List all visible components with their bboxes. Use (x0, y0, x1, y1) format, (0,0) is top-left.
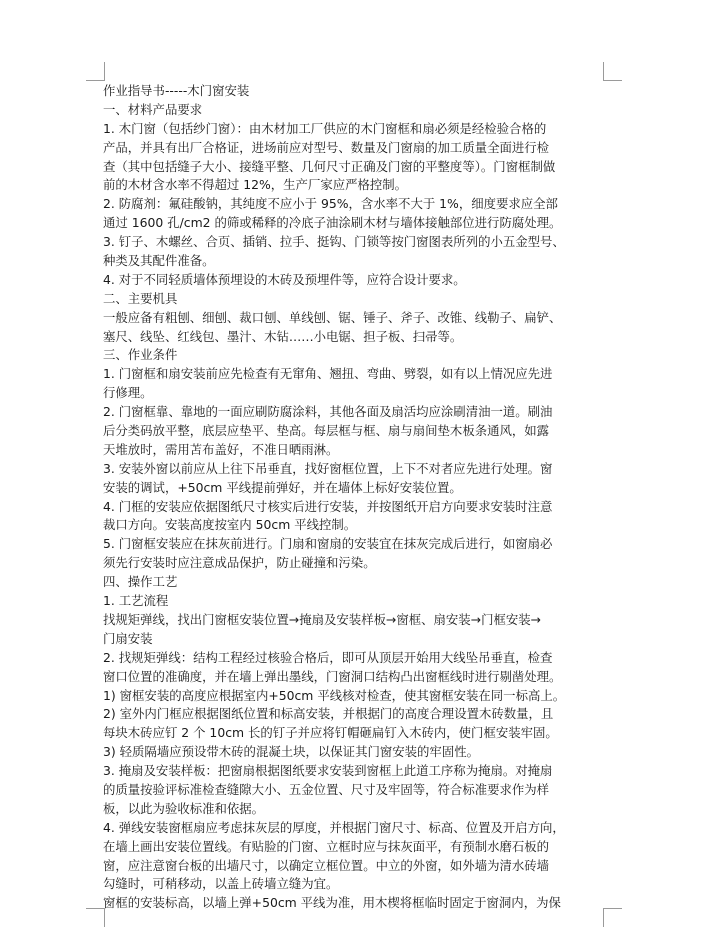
text-line: 一、材料产品要求 (103, 101, 203, 117)
text-line: 找规矩弹线，找出门窗框安装位置→掩扇及安装样板→窗框、扇安装→门框安装→ (103, 611, 542, 627)
document-title: 作业指导书-----木门窗安装 (103, 83, 250, 98)
text-line: 窗口位置的准确度，并在墙上弹出墨线，门窗洞口结构凸出窗框线时进行剔凿处理。 (103, 668, 562, 684)
text-line: 5. 门窗框安装应在抹灰前进行。门扇和窗扇的安装宜在抹灰完成后进行，如窗扇必 (103, 536, 553, 552)
text-line: 1. 门窗框和扇安装前应先检查有无窜角、翘扭、弯曲、劈裂，如有以上情况应先进 (103, 366, 553, 382)
text-line: 1. 木门窗（包括纱门窗）：由木材加工厂供应的木门窗框和扇必须是经检验合格的 (103, 120, 547, 136)
page-corner-mark-top-left (86, 62, 105, 81)
text-line: 产品，并具有出厂合格证，进场前应对型号、数量及门窗扇的加工质量全面进行检 (103, 139, 550, 155)
text-line: 种类及其配件准备。 (103, 253, 215, 269)
text-line: 安装的调试，+50cm 平线提前弹好，并在墙体上标好安装位置。 (103, 479, 462, 495)
text-line: 二、主要机具 (103, 290, 178, 306)
document-body (103, 82, 603, 913)
text-line: 1) 窗框安装的高度应根据室内+50cm 平线核对检查，使其窗框安装在同一标高上。 (103, 687, 566, 703)
text-line: 窗，应注意窗台板的出墙尺寸，以确定立框位置。中立的外窗，如外墙为清水砖墙 (103, 857, 550, 873)
text-line: 门扇安装 (103, 630, 153, 646)
text-line: 塞尺、线坠、红线包、墨汁、木钻……小电锯、担子板、扫帚等。 (103, 328, 463, 344)
text-line: 行修理。 (103, 385, 153, 401)
text-line: 裁口方向。安装高度按室内 50cm 平线控制。 (103, 517, 357, 533)
text-line: 四、操作工艺 (103, 574, 178, 590)
text-line: 2. 找规矩弹线：结构工程经过核验合格后，即可从顶层开始用大线坠吊垂直，检查 (103, 649, 553, 665)
text-line: 1. 工艺流程 (103, 593, 169, 609)
text-line: 4. 弹线安装窗框扇应考虑抹灰层的厚度，并根据门窗尺寸、标高、位置及开启方向， (103, 819, 565, 835)
text-line: 3. 掩扇及安装样板：把窗扇根据图纸要求安装到窗框上此道工序称为掩扇。对掩扇 (103, 763, 553, 779)
text-line: 每块木砖应钉 2 个 10cm 长的钉子并应将钉帽砸扁钉入木砖内，使门框安装牢固。 (103, 725, 558, 741)
page-corner-mark-bottom-right (603, 908, 622, 927)
text-line: 一般应备有粗刨、细刨、裁口刨、单线刨、锯、锤子、斧子、改锥、线勒子、扁铲、 (103, 309, 562, 325)
text-line: 2. 门窗框靠、靠地的一面应刷防腐涂料，其他各面及扇活均应涂刷清油一道。刷油 (103, 404, 553, 420)
text-line: 须先行安装时应注意成品保护，防止碰撞和污染。 (103, 555, 376, 571)
text-line: 3) 轻质隔墙应预设带木砖的混凝土块，以保证其门窗安装的牢固性。 (103, 744, 479, 760)
text-line: 板，以此为验收标准和依据。 (103, 800, 265, 816)
text-line: 3. 钉子、木螺丝、合页、插销、拉手、挺钩、门锁等按门窗图表所列的小五金型号、 (103, 234, 565, 250)
text-line: 天堆放时，需用苫布盖好，不准日晒雨淋。 (103, 441, 339, 457)
text-line: 4. 对于不同轻质墙体预埋设的木砖及预埋件等，应符合设计要求。 (103, 271, 466, 287)
text-line: 后分类码放平整，底层应垫平、垫高。每层框与框、扇与扇间垫木板条通风，如露 (103, 423, 550, 439)
page-corner-mark-top-right (603, 62, 622, 81)
text-line: 4. 门框的安装应依据图纸尺寸核实后进行安装，并按图纸开启方向要求安装时注意 (103, 498, 553, 514)
text-line: 三、作业条件 (103, 347, 178, 363)
text-line: 通过 1600 孔/cm2 的筛或稀释的冷底子油涂刷木材与墙体接触部位进行防腐处理。 (103, 215, 562, 231)
text-line: 2. 防腐剂：氟硅酸钠，其纯度不应小于 95%，含水率不大于 1%，细度要求应全部 (103, 196, 558, 212)
text-line: 3. 安装外窗以前应从上往下吊垂直，找好窗框位置，上下不对者应先进行处理。窗 (103, 460, 553, 476)
text-line: 前的木材含水率不得超过 12%，生产厂家应严格控制。 (103, 177, 408, 193)
text-line: 勾缝时，可稍移动，以盖上砖墙立缝为宜。 (103, 876, 339, 892)
document-lines (103, 101, 603, 913)
text-line: 查（其中包括缝子大小、接缝平整、几何尺寸正确及门窗的平整度等）。门窗框制做 (103, 158, 556, 174)
text-line: 2) 室外内门框应根据图纸位置和标高安装，并根据门的高度合理设置木砖数量，且 (103, 706, 554, 722)
text-line: 在墙上画出安装位置线。有贴脸的门窗、立框时应与抹灰面平，有预制水磨石板的 (103, 838, 550, 854)
text-line: 窗框的安装标高，以墙上弹+50cm 平线为准，用木楔将框临时固定于窗洞内，为保 (103, 895, 561, 911)
text-line: 的质量按验评标准检查缝隙大小、五金位置、尺寸及牢固等，符合标准要求作为样 (103, 781, 550, 797)
